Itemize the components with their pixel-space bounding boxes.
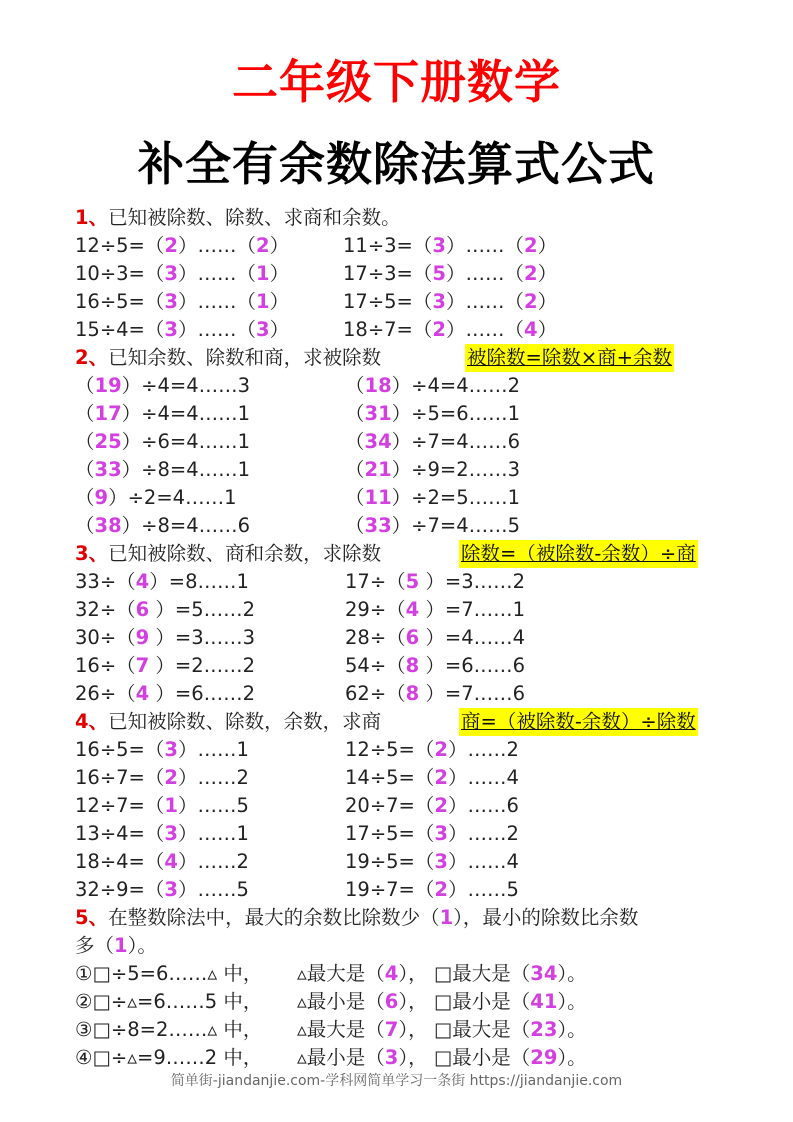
problem-right: [345, 764, 519, 792]
answer-value: 19: [94, 374, 122, 397]
equation-text: 18÷7=（: [343, 318, 433, 341]
equation-text: 16÷7=（: [75, 766, 165, 789]
answer-value: 2: [434, 766, 448, 789]
problem-right: [345, 456, 520, 484]
section-number: 4、: [75, 710, 109, 733]
problem-right: [345, 372, 520, 400]
equation-text: （: [75, 374, 95, 397]
answer-value: 3: [432, 234, 446, 257]
equation-text: 33÷（: [75, 570, 136, 593]
answer-value: 8: [405, 682, 420, 705]
formula-highlight: 商=（被除数-余数）÷除数: [459, 708, 698, 736]
equation-text: ）: [537, 234, 558, 257]
label-text: ）， □最大是（: [398, 1018, 531, 1041]
answer-value: 31: [364, 402, 392, 425]
equation-text: 28÷（: [345, 626, 406, 649]
section-number: 1、: [75, 206, 109, 229]
answer-value: 4: [405, 598, 420, 621]
problem-left: [75, 428, 250, 456]
answer-value: 9: [94, 486, 109, 509]
answer-value: 34: [530, 962, 558, 985]
page-title: 二年级下册数学: [232, 55, 561, 109]
equation-text: ）。: [127, 934, 157, 957]
equation-text: ）÷7=4……5: [391, 514, 521, 537]
label-text: ▵最小是（: [297, 990, 385, 1013]
equation-text: （: [345, 430, 365, 453]
label-text: ）， □最小是（: [398, 990, 531, 1013]
problem-left: [75, 848, 249, 876]
equation-text: （: [345, 374, 365, 397]
equation-text: ）=3……3: [149, 626, 256, 649]
answer-value: 33: [364, 514, 392, 537]
problem-left: [75, 288, 289, 316]
equation-text: ）……4: [447, 850, 519, 873]
equation-text: ）=7……1: [419, 598, 526, 621]
problem-left: [75, 484, 237, 512]
problem-left: [75, 260, 289, 288]
equation-text: 16÷5=（: [75, 290, 165, 313]
answer-value: 9: [135, 626, 150, 649]
answer-value: 2: [164, 766, 178, 789]
problem-right: [345, 652, 525, 680]
equation-text: 30÷（: [75, 626, 136, 649]
equation-text: 13÷4=（: [75, 822, 165, 845]
equation-text: 15÷4=（: [75, 318, 165, 341]
equation-text: （: [345, 486, 365, 509]
section-number: 2、: [75, 346, 109, 369]
answer-value: 21: [364, 458, 392, 481]
answer-value: 33: [94, 458, 122, 481]
equation-text: 32÷9=（: [75, 878, 165, 901]
answer-value: 3: [256, 318, 270, 341]
equation-text: 19÷7=（: [345, 878, 435, 901]
answer-value: 4: [135, 682, 150, 705]
equation-text: ）=6……2: [149, 682, 256, 705]
equation-text: ）……1: [177, 738, 249, 761]
answer-value: 4: [524, 318, 538, 341]
problem-left: [75, 820, 249, 848]
equation-text: ）……（: [445, 262, 524, 285]
label-text: ）。: [557, 962, 587, 985]
problem-left: [75, 876, 249, 904]
label-text: ）。: [557, 990, 587, 1013]
answer-value: 1: [256, 290, 270, 313]
equation-text: ）……5: [177, 794, 249, 817]
section-text: [75, 932, 157, 960]
problem-right: [345, 848, 519, 876]
equation-text: （: [75, 514, 95, 537]
answer-value: 6: [135, 598, 150, 621]
problem-right: [345, 736, 519, 764]
fill-blank-item: [75, 988, 587, 1016]
problem-right: [345, 876, 519, 904]
equation-text: ）÷9=2……3: [391, 458, 521, 481]
section-instruction: 已知被除数、除数、求商和余数。: [108, 206, 401, 229]
equation-text: ）……2: [177, 850, 249, 873]
answer-value: 6: [384, 990, 399, 1013]
answer-value: 8: [405, 654, 420, 677]
section-number: 3、: [75, 542, 109, 565]
answer-value: 41: [530, 990, 558, 1013]
problem-left: [75, 652, 255, 680]
problem-left: [75, 792, 249, 820]
label-text: ▵最小是（: [297, 1046, 385, 1069]
equation-text: ）……2: [447, 738, 519, 761]
label-text: ▵最大是（: [297, 962, 385, 985]
label-text: ▵最大是（: [297, 1018, 385, 1041]
label-text: ）， □最大是（: [398, 962, 531, 985]
equation-text: ）……6: [447, 794, 519, 817]
equation-text: （: [75, 430, 95, 453]
problem-left: [75, 316, 289, 344]
equation-text: ）: [269, 262, 290, 285]
fill-blank-item: [75, 960, 587, 988]
problem-right: [345, 820, 519, 848]
answer-value: 1: [164, 794, 178, 817]
equation-text: ）=2……2: [149, 654, 256, 677]
equation-text: 26÷（: [75, 682, 136, 705]
equation-text: ）: [537, 290, 558, 313]
section-heading: [75, 204, 401, 232]
label-text: ）。: [557, 1018, 587, 1041]
answer-value: 6: [405, 626, 420, 649]
problem-right: [345, 596, 525, 624]
equation-text: 14÷5=（: [345, 766, 435, 789]
problem-right: [343, 288, 557, 316]
problem-left: [75, 512, 250, 540]
equation-text: 在整数除法中，最大的余数比除数少（: [108, 906, 440, 929]
answer-value: 7: [384, 1018, 399, 1041]
answer-value: 3: [164, 878, 178, 901]
section-instruction: 已知被除数、商和余数，求除数: [108, 542, 382, 565]
answer-value: 29: [530, 1046, 558, 1069]
answer-value: 1: [256, 262, 270, 285]
problem-left: [75, 680, 255, 708]
equation-text: ）……（: [445, 290, 524, 313]
equation-text: ④□÷▵=9……2 中，: [75, 1046, 263, 1069]
section-instruction: 已知余数、除数和商，求被除数: [108, 346, 382, 369]
answer-value: 2: [524, 262, 538, 285]
formula-highlight: 除数=（被除数-余数）÷商: [459, 540, 698, 568]
equation-text: ）……（: [445, 234, 524, 257]
equation-text: ）÷7=4……6: [391, 430, 521, 453]
answer-value: 4: [164, 850, 178, 873]
problem-right: [343, 316, 557, 344]
problem-left: [75, 568, 249, 596]
equation-text: 62÷（: [345, 682, 406, 705]
equation-text: ）=4……4: [419, 626, 526, 649]
answer-value: 25: [94, 430, 122, 453]
equation-text: （: [75, 402, 95, 425]
section-heading: [75, 540, 381, 568]
equation-text: 20÷7=（: [345, 794, 435, 817]
equation-text: ）÷5=6……1: [391, 402, 521, 425]
answer-value: 2: [432, 318, 446, 341]
section-heading: [75, 708, 381, 736]
equation-text: （: [345, 458, 365, 481]
answer-value: 38: [94, 514, 122, 537]
equation-text: ）……2: [177, 766, 249, 789]
equation-text: 16÷（: [75, 654, 136, 677]
equation-text: 多（: [75, 934, 115, 957]
equation-text: ②□÷▵=6……5 中，: [75, 990, 263, 1013]
equation-text: ）÷2=4……1: [108, 486, 237, 509]
equation-text: ）: [269, 234, 290, 257]
equation-text: ）……5: [447, 878, 519, 901]
equation-text: ）……（: [177, 318, 256, 341]
equation-text: ）÷4=4……1: [121, 402, 251, 425]
answer-value: 17: [94, 402, 122, 425]
equation-text: 10÷3=（: [75, 262, 165, 285]
answer-value: 2: [434, 878, 448, 901]
problem-right: [343, 232, 557, 260]
section-instruction: 已知被除数、除数，余数，求商: [108, 710, 382, 733]
problem-right: [343, 260, 557, 288]
equation-text: ）÷8=4……1: [121, 458, 251, 481]
answer-value: 18: [364, 374, 392, 397]
problem-left: [75, 372, 250, 400]
equation-text: 18÷4=（: [75, 850, 165, 873]
equation-text: ）=7……6: [419, 682, 526, 705]
equation-text: ）……1: [177, 822, 249, 845]
equation-text: ）……5: [177, 878, 249, 901]
equation-text: ）=8……1: [149, 570, 249, 593]
equation-text: （: [75, 486, 95, 509]
problem-left: [75, 232, 289, 260]
answer-value: 3: [434, 822, 448, 845]
answer-value: 2: [524, 290, 538, 313]
equation-text: （: [345, 402, 365, 425]
section-number: 5、: [75, 906, 109, 929]
problem-left: [75, 736, 249, 764]
answer-value: 23: [530, 1018, 558, 1041]
answer-value: 5: [405, 570, 420, 593]
equation-text: ）÷4=4……2: [391, 374, 521, 397]
equation-text: ）: [269, 318, 290, 341]
problem-right: [345, 484, 520, 512]
answer-value: 2: [256, 234, 270, 257]
section-heading: [75, 904, 638, 932]
problem-left: [75, 456, 250, 484]
equation-text: ）=5……2: [149, 598, 256, 621]
equation-text: ）÷6=4……1: [121, 430, 251, 453]
answer-value: 3: [164, 262, 178, 285]
answer-value: 3: [164, 738, 178, 761]
equation-text: 17÷（: [345, 570, 406, 593]
equation-text: ③□÷8=2……▵ 中，: [75, 1018, 263, 1041]
answer-value: 5: [432, 262, 446, 285]
answer-value: 2: [434, 738, 448, 761]
problem-right: [345, 400, 520, 428]
answer-value: 1: [114, 934, 128, 957]
equation-text: ）: [537, 262, 558, 285]
answer-value: 11: [364, 486, 392, 509]
equation-text: 54÷（: [345, 654, 406, 677]
equation-text: ），最小的除数比余数: [453, 906, 639, 929]
equation-text: 12÷7=（: [75, 794, 165, 817]
answer-value: 3: [434, 850, 448, 873]
equation-text: ①□÷5=6……▵ 中，: [75, 962, 263, 985]
equation-text: ）……（: [445, 318, 524, 341]
answer-value: 3: [164, 290, 178, 313]
answer-value: 4: [135, 570, 150, 593]
equation-text: ）=6……6: [419, 654, 526, 677]
equation-text: ）: [537, 318, 558, 341]
equation-text: ）÷8=4……6: [121, 514, 251, 537]
problem-right: [345, 792, 519, 820]
problem-right: [345, 680, 525, 708]
label-text: ）， □最小是（: [398, 1046, 531, 1069]
answer-value: 1: [439, 906, 454, 929]
footer-watermark: 简单街-jiandanjie.com-学科网简单学习一条街 https://jiandanjie.com: [170, 1073, 623, 1089]
answer-value: 34: [364, 430, 392, 453]
answer-value: 2: [434, 794, 448, 817]
equation-text: 29÷（: [345, 598, 406, 621]
equation-text: ）……（: [177, 290, 256, 313]
equation-text: ）=3……2: [419, 570, 526, 593]
problem-right: [345, 512, 520, 540]
equation-text: 17÷3=（: [343, 262, 433, 285]
answer-value: 4: [384, 962, 399, 985]
problem-left: [75, 400, 250, 428]
label-text: ）。: [557, 1046, 587, 1069]
problem-right: [345, 428, 520, 456]
problem-left: [75, 596, 255, 624]
equation-text: 17÷5=（: [343, 290, 433, 313]
equation-text: ）……2: [447, 822, 519, 845]
problem-right: [345, 568, 525, 596]
problem-left: [75, 624, 255, 652]
fill-blank-item: [75, 1016, 587, 1044]
equation-text: 11÷3=（: [343, 234, 433, 257]
answer-value: 3: [164, 318, 178, 341]
equation-text: 12÷5=（: [345, 738, 435, 761]
answer-value: 2: [524, 234, 538, 257]
equation-text: ）……（: [177, 262, 256, 285]
equation-text: ）÷4=4……3: [121, 374, 251, 397]
section-heading: [75, 344, 381, 372]
answer-value: 3: [164, 822, 178, 845]
equation-text: 17÷5=（: [345, 822, 435, 845]
equation-text: ）……（: [177, 234, 256, 257]
equation-text: 19÷5=（: [345, 850, 435, 873]
equation-text: （: [75, 458, 95, 481]
fill-blank-item: [75, 1044, 587, 1072]
formula-highlight: 被除数=除数×商+余数: [465, 344, 674, 372]
equation-text: ）: [269, 290, 290, 313]
equation-text: 32÷（: [75, 598, 136, 621]
answer-value: 2: [164, 234, 178, 257]
problem-right: [345, 624, 525, 652]
answer-value: 7: [135, 654, 150, 677]
equation-text: （: [345, 514, 365, 537]
answer-value: 3: [432, 290, 446, 313]
equation-text: 16÷5=（: [75, 738, 165, 761]
equation-text: 12÷5=（: [75, 234, 165, 257]
equation-text: ）÷2=5……1: [391, 486, 521, 509]
equation-text: ）……4: [447, 766, 519, 789]
page-subtitle: 补全有余数除法算式公式: [138, 137, 655, 191]
answer-value: 3: [384, 1046, 399, 1069]
problem-left: [75, 764, 249, 792]
